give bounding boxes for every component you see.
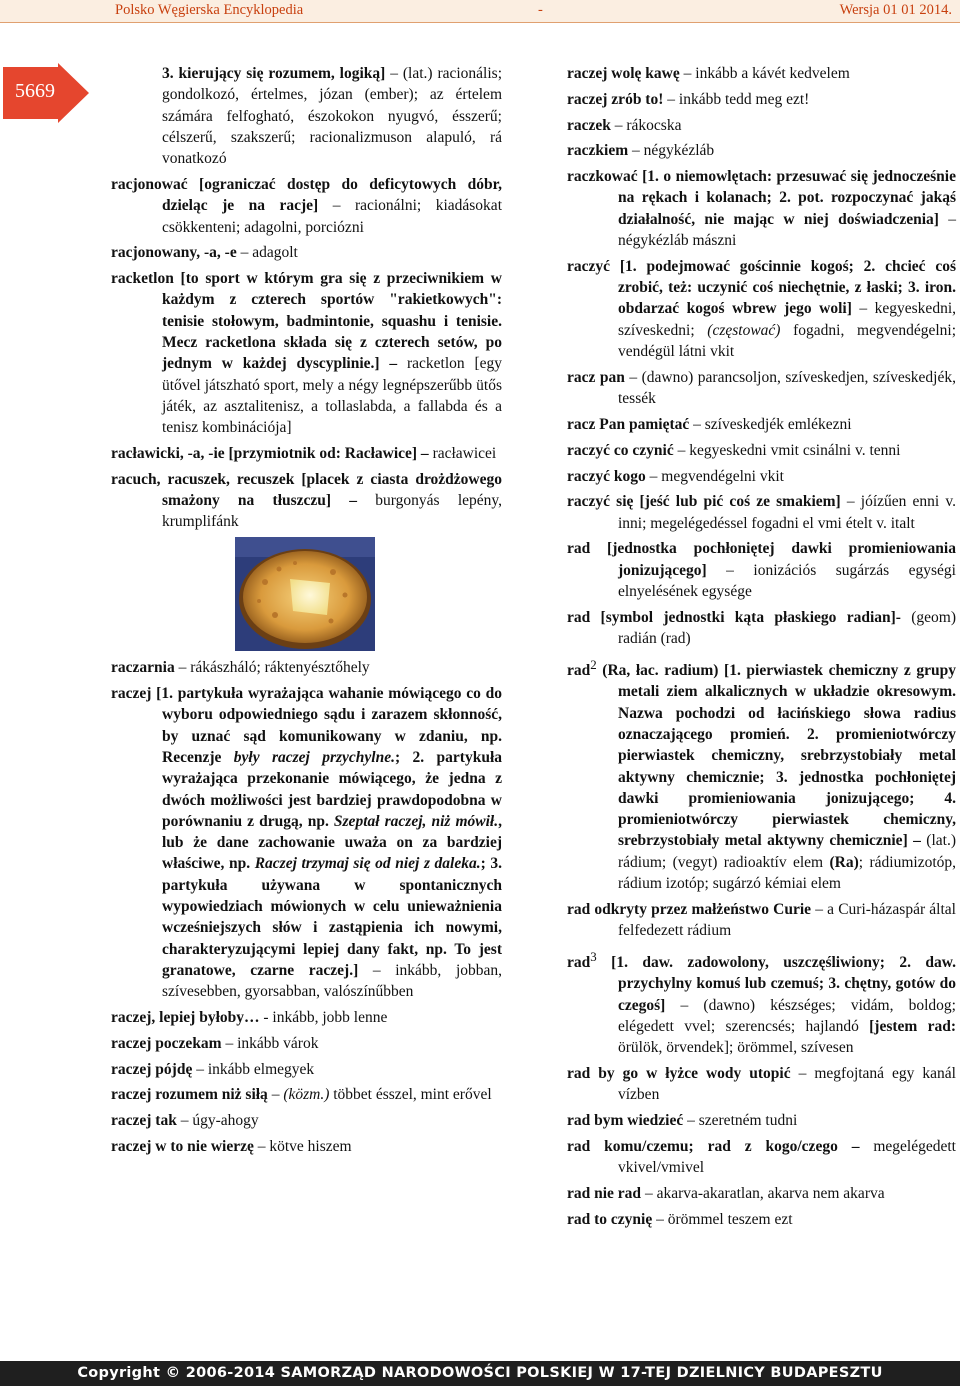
entry-text: – szeretném tudni <box>683 1112 798 1130</box>
entry-text: – inkább várok <box>221 1034 319 1052</box>
entry-text: – kegyeskedni vmit csinálni v. tenni <box>673 441 901 459</box>
entry-headword: raczek <box>567 116 611 134</box>
racuch-photo <box>235 537 375 651</box>
racuch-illustration <box>235 537 375 651</box>
entry-headword: raczej [1. partykuła wyrażająca wahanie mówiącego co do wyboru odpowiedniego sądu i zarazem skłonność, by uznać sąd komunikowany w zdaniu, np. Recenzje <box>111 685 502 766</box>
entry-text: racławicei <box>428 445 497 463</box>
entry-text: (Ra, łac. radium) [1. pierwiastek chemiczny z grupy metali ziem alkalicznych w układzie okresowym. Nazwa pochodzi od łacińskiego słowa radius oznaczającego promień. 2. promieniotwórczy pierwiastek chemiczny, srebrzystobiały metal aktywny chemicznie; 3. jednostka pochłoniętej dawki promieniowania jonizującego; 4. promieniotwórczy pierwiastek chemiczny, srebrzystobiały metal aktywny chemicznie] – <box>596 662 956 850</box>
entry-headword: raczkiem <box>567 142 629 160</box>
entry-headword: racketlon [to sport w którym gra się z przeciwnikiem w każdym z czterech sportów "rakietkowych": tenisie stołowym, badmintonie, squashu i tenisie. Mecz racketlona składa się z czterech setów, po jednym w każdej dyscyplinie.] – <box>111 270 502 373</box>
dictionary-entry <box>567 1063 956 1106</box>
entry-text: – akarva-akaratlan, akarva nem akarva <box>641 1185 885 1203</box>
entry-headword: raczkować [1. o niemowlętach: przesuwać się jednocześnie na rękach i kolanach; 2. pot. rozpoczynać jakąś działalność, nie mając w niej doświadczenia] <box>567 168 956 228</box>
dictionary-entry <box>567 899 956 942</box>
entry-headword: rad komu/czemu; rad z kogo/czego – <box>567 1137 860 1155</box>
entry-headword: racuch, racuszek, recuszek [placek z ciasta drożdżowego smażony na tłuszczu] – <box>111 470 502 510</box>
entry-text: – inkább, jobban, szívesebben, gyorsabban, valószínűbben <box>162 961 503 1001</box>
dictionary-entry <box>567 414 956 435</box>
dictionary-entry <box>567 140 956 161</box>
entry-text: – racionálni; kiadásokat csökkenteni; adagolni, porciózni <box>162 197 502 236</box>
entry-headword: racz pan <box>567 368 625 386</box>
entry-text: örülök, örvendek]; örömmel, szívesen <box>618 1039 854 1057</box>
entry-headword: raczej pójdę <box>111 1060 193 1078</box>
entry-headword: rad nie rad <box>567 1185 642 1203</box>
entry-text: – ionizációs sugárzás egységi elnyelésének egysége <box>618 561 956 601</box>
page-number-badge <box>3 63 89 123</box>
dictionary-entry <box>567 491 956 534</box>
entry-text: (geom) radián (rad) <box>618 608 957 648</box>
dictionary-entry <box>567 1183 956 1204</box>
entry-text: – rákocska <box>610 116 682 134</box>
entry-text: (közm.) <box>283 1086 330 1104</box>
entry-text: – szíveskedjék emlékezni <box>689 415 852 433</box>
entry-headword: raczarnia <box>111 659 175 677</box>
entry-headword: racz Pan pamiętać <box>567 415 690 433</box>
entry-text: [jestem rad: <box>869 1017 956 1035</box>
entry-headword: raczej rozumem niż siłą <box>111 1086 268 1104</box>
entry-headword: racławicki, -a, -ie [przymiotnik od: Racławice] – <box>111 445 429 463</box>
dictionary-entry <box>567 946 956 1059</box>
entry-text: – inkább elmegyek <box>192 1060 315 1078</box>
entry-text: megelégedett vkivel/vmivel <box>618 1137 956 1177</box>
header-separator: - <box>538 2 543 18</box>
dictionary-entry <box>111 1110 502 1131</box>
dictionary-entry <box>111 1136 502 1157</box>
entry-text: többet ésszel, mint erővel <box>329 1086 492 1104</box>
entry-text: – rákászháló; ráktenyésztőhely <box>174 659 370 677</box>
entry-text: 2 <box>590 656 597 672</box>
entry-headword: 3. kierujący się rozumem, logiką] <box>162 65 386 82</box>
entry-text: Szeptał raczej, niż mówił. <box>333 812 499 830</box>
entry-headword: rad bym wiedzieć <box>567 1112 684 1130</box>
entry-headword: raczyć co czynić <box>567 441 674 459</box>
page-header <box>0 0 960 23</box>
entry-text: – inkább a kávét kedvelem <box>679 65 850 82</box>
dictionary-entry <box>567 440 956 461</box>
entry-headword: rad by go w łyżce wody utopić <box>567 1065 791 1083</box>
dictionary-entry <box>567 654 956 894</box>
entry-headword: raczyć się [jeść lub pić coś ze smakiem] <box>567 493 841 511</box>
dictionary-entry <box>567 63 956 84</box>
entry-text: – négykézláb <box>628 142 715 160</box>
entry-text: – (dawno) készséges; vidám, boldog; elégedett vvel; szerencsés; hajlandó <box>618 996 956 1035</box>
dictionary-entry <box>567 256 956 362</box>
dictionary-entry <box>111 683 502 1002</box>
entry-text: ; rádiumizotóp, rádium izotóp; sugárzó kémiai elem <box>618 853 956 893</box>
entry-headword: racjonować [ograniczać dostęp do deficytowych dóbr, dzieląc je na racje] <box>111 175 502 215</box>
entry-headword: raczej poczekam <box>111 1034 222 1052</box>
dictionary-entry <box>111 1033 502 1054</box>
entry-text: – négykézláb mászni <box>618 210 957 250</box>
entry-text: fogadni, megvendégelni; vendégül látni vkit <box>618 321 957 361</box>
entry-headword: rad <box>567 662 591 680</box>
dictionary-entry <box>567 1209 956 1230</box>
header-title: Polsko Węgierska Encyklopedia <box>115 2 304 18</box>
entry-text: , lub że dane zachowanie uważa on za bardziej właściwe, np. <box>162 812 502 873</box>
entry-headword: raczej tak <box>111 1112 177 1130</box>
dictionary-entry <box>567 115 956 136</box>
entry-headword: racjonowany, -a, -e <box>111 244 237 262</box>
page-footer <box>0 1361 960 1386</box>
entry-headword: rad odkryty przez małżeństwo Curie <box>567 900 812 918</box>
dictionary-entry <box>111 242 502 263</box>
dictionary-entry <box>567 607 956 650</box>
entry-headword: rad [symbol jednostki kąta płaskiego radian]- <box>567 608 901 626</box>
dictionary-entry <box>567 89 956 110</box>
right-column <box>567 63 956 1235</box>
dictionary-entry <box>111 174 502 238</box>
entry-text: – úgy-ahogy <box>176 1112 259 1130</box>
entry-text: (częstować) <box>707 321 781 339</box>
dictionary-entry <box>111 1084 502 1105</box>
entry-text: 3 <box>590 948 597 964</box>
entry-text: – megvendégelni vkit <box>645 467 784 485</box>
entry-headword: raczyć kogo <box>567 467 646 485</box>
entry-text: (lat.) rádium; (vegyt) radioaktív elem <box>618 832 956 871</box>
dictionary-entry <box>567 166 956 251</box>
dictionary-entry <box>567 1110 956 1131</box>
entry-text: – a Curi-házaspár által felfedezett rádium <box>618 900 956 940</box>
dictionary-entry <box>567 466 956 487</box>
entry-headword: raczej zrób to! <box>567 90 664 108</box>
dictionary-entry <box>111 1059 502 1080</box>
entry-headword: raczej, lepiej byłoby… <box>111 1008 260 1026</box>
entry-text: Raczej trzymaj się od niej z daleka. <box>254 855 481 873</box>
entry-text: (Ra) <box>829 853 859 871</box>
entry-text: ; 3. partykuła używana w spontanicznych wypowiedziach mówionych w celu unieważnienia wcześniejszych słów i zastąpienia ich nowymi, charakteryzującymi lepiej dany fakt, np. To jest granatowe, czarne raczej.] <box>162 855 502 979</box>
entry-text: – (dawno) parancsoljon, szíveskedjen, szíveskedjék, tessék <box>618 368 956 408</box>
entry-headword: raczyć [1. podejmować gościnnie kogoś; 2. chcieć coś zrobić, też: uczynić coś niechętnie, z łaski; 3. iron. obdarzać kogoś wbrew jego woli] <box>567 257 956 318</box>
entry-headword: rad <box>567 954 591 972</box>
dictionary-entry <box>111 469 502 533</box>
left-column <box>111 63 502 1162</box>
dictionary-entry <box>111 63 502 169</box>
entry-text: – kötve hiszem <box>253 1137 352 1155</box>
entry-text: ; 2. partykuła wyrażająca przekonanie mówiącego, że jedna z dwóch możliwości jest bardziej prawdopodobna w porównaniu z drugą, np. <box>162 748 502 830</box>
entry-text: były raczej przychylne. <box>233 748 395 766</box>
entry-headword: raczej w to nie wierzę <box>111 1137 254 1155</box>
entry-text: – <box>267 1086 284 1104</box>
footer-copyright: Copyright © 2006-2014 SAMORZĄD NARODOWOŚCI POLSKIEJ W 17-TEJ DZIELNICY BUDAPESZTU <box>77 1365 883 1381</box>
dictionary-entry <box>567 367 956 410</box>
entry-text: – örömmel teszem ezt <box>652 1210 793 1228</box>
entry-text: racketlon [egy ütővel játszható sport, mely a négy legnépszerűbb ütős játék, az asztalitenisz, a tollaslabda, a fallabda és a tenisz kombinációja] <box>162 355 502 437</box>
page-number: 5669 <box>15 80 55 102</box>
header-version: Wersja 01 01 2014. <box>839 2 952 18</box>
dictionary-entry <box>567 538 956 602</box>
entry-text: – (lat.) racionális; gondolkozó, értelmes, józan (ember); az értelem számára felfogható, észokokon nyugvó, ésszerű; célszerű, szakszerű; racionalizmuson alapuló, rá vonatkozó <box>162 65 502 168</box>
entry-text: – megfojtaná egy kanál vízben <box>618 1065 956 1104</box>
dictionary-entry <box>111 1007 502 1028</box>
entry-text: [1. daw. zadowolony, uszczęśliwiony; 2. daw. przychylny komuś lub czemuś; 3. chętny, gotów do czegoś] <box>596 954 956 1014</box>
dictionary-entry <box>111 443 502 464</box>
dictionary-entry <box>111 268 502 438</box>
dictionary-entry <box>567 1136 956 1179</box>
entry-text: – kegyeskedni, szíveskedni; <box>618 300 956 339</box>
entry-text: – adagolt <box>236 244 298 262</box>
entry-text: burgonyás lepény, krumplifánk <box>162 492 503 531</box>
entry-headword: rad [jednostka pochłoniętej dawki promieniowania jonizującego] <box>567 540 956 579</box>
dictionary-entry <box>111 657 502 678</box>
entry-headword: raczej wolę kawę <box>567 65 680 82</box>
entry-text: – jóízűen enni v. inni; megelégedéssel fogadni el vmi ételt v. italt <box>618 493 956 532</box>
entry-text: - inkább, jobb lenne <box>259 1008 388 1026</box>
entry-text: – inkább tedd meg ezt! <box>663 90 810 108</box>
entry-headword: rad to czynię <box>567 1210 653 1228</box>
